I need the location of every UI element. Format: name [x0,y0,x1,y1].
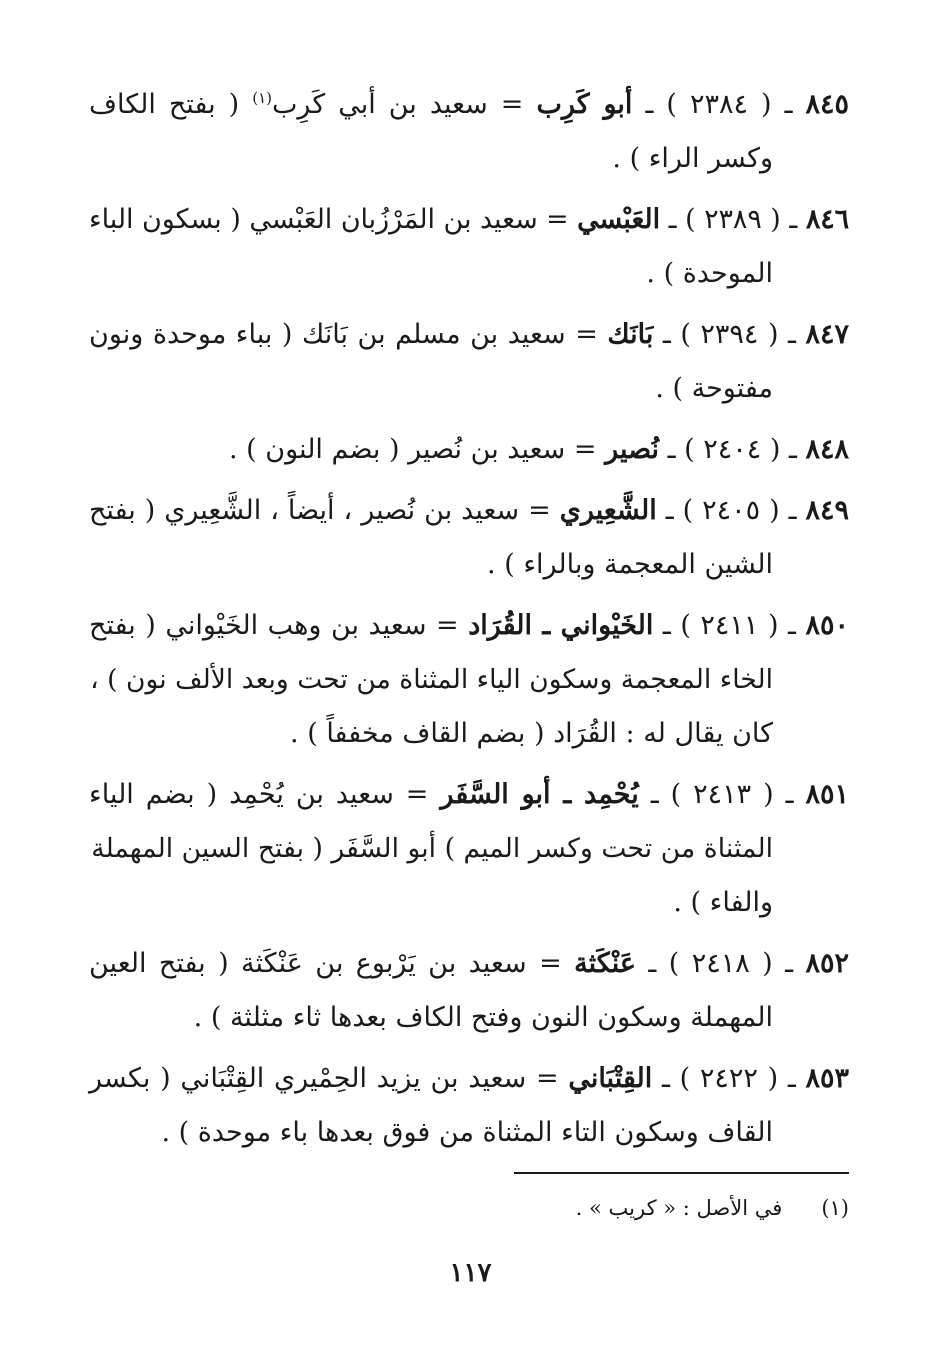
entry-continuation-line: المهملة وسكون النون وفتح الكاف بعدها ثاء مثلثة ) . [193,1002,773,1033]
footnote [89,1190,849,1226]
entry-first-line: ٨٤٥ ـ ( ٢٣٨٤ ) ـ أبو كَرِب = سعيد بن أبي كَرِب$^{(١)}$ ( بفتح الكاف [89,89,850,120]
entry-first-line: ٨٤٩ ـ ( ٢٤٠٥ ) ـ الشَّعِيري = سعيد بن نُصير ، أيضاً ، الشَّعِيري ( بفتح [89,495,850,526]
page-number: ١١٧ [449,1258,492,1288]
entry-reference: ( ٢٤٠٥ ) [682,495,780,526]
entry-continuation-line: الخاء المعجمة وسكون الياء المثناة من تحت وبعد الألف نون ) ، [90,664,773,695]
entry [89,937,849,1045]
entry-continuation-line: وكسر الراء ) . [612,143,773,174]
entry-reference: ( ٢٤١٣ ) [670,779,774,810]
entry [89,599,849,761]
entry-name: الشَّعِيري [559,495,657,526]
entry-name: نُصير [605,434,660,465]
entries-list [89,78,849,1167]
entry-first-line: ٨٤٦ ـ ( ٢٣٨٩ ) ـ العَبْسي = سعيد بن المَرْزُبان العَبْسي ( بسكون الباء [89,204,849,235]
entry [89,484,849,592]
entry [89,78,849,186]
footnote-text: في الأصل : « كريب » . [575,1196,783,1220]
entry-continuation-line: المثناة من تحت وكسر الميم ) أبو السَّفَر ( بفتح السين المهملة [91,833,773,864]
entry-number: ٨٤٥ [805,89,850,120]
entry-text: = سعيد بن مسلم بن بَانَك ( بباء موحدة ونون [89,319,598,350]
entry [89,423,849,477]
entry-reference: ( ٢٣٨٤ ) [666,89,772,120]
entry-continuation-line: كان يقال له : القُرَاد ( بضم القاف مخففاً ) . [290,718,773,749]
entry-first-line: ٨٥٢ ـ ( ٢٤١٨ ) ـ عَنْكَثة = سعيد بن يَرْبوع بن عَنْكَثة ( بفتح العين [89,948,849,979]
entry [89,308,849,416]
entry-name: أبو كَرِب [536,89,633,120]
entry-number: ٨٥٣ [805,1063,849,1094]
footnote-divider [514,1172,849,1174]
entry-text: = سعيد بن نُصير ، أيضاً ، الشَّعِيري ( بفتح [89,495,551,526]
entry-number: ٨٤٧ [805,319,849,350]
entry-reference: ( ٢٣٩٤ ) [680,319,779,350]
entry-text: = سعيد بن يَرْبوع بن عَنْكَثة ( بفتح العين [89,948,562,979]
entry-first-line: ٨٤٨ ـ ( ٢٤٠٤ ) ـ نُصير = سعيد بن نُصير ( بضم النون ) . [228,434,849,465]
entry-text: = سعيد بن نُصير ( بضم النون ) . [228,434,597,465]
entry-reference: ( ٢٤١١ ) [680,610,779,641]
entry-number: ٨٤٨ [805,434,849,465]
entry-text-tail: ( بفتح الكاف [89,89,240,120]
entry-reference: ( ٢٤١٨ ) [668,948,773,979]
footnote-marker[interactable]: (١) [252,89,272,107]
entry-name: الخَيْواني ـ القُرَاد [468,610,654,641]
entry-continuation-line: والفاء ) . [673,887,773,918]
entry [89,1052,849,1160]
entry-continuation-line: القاف وسكون التاء المثناة من فوق بعدها باء موحدة ) . [161,1117,773,1148]
entry-name: العَبْسي [577,204,661,235]
entry-text: = سعيد بن المَرْزُبان العَبْسي ( بسكون الباء [89,204,569,235]
entry [89,193,849,301]
entry-text: = سعيد بن يُحْمِد ( بضم الياء [89,779,429,810]
entry-name: عَنْكَثة [574,948,636,979]
entry-first-line: ٨٥١ ـ ( ٢٤١٣ ) ـ يُحْمِد ـ أبو السَّفَر = سعيد بن يُحْمِد ( بضم الياء [89,779,850,810]
entry-text: = سعيد بن وهب الخَيْواني ( بفتح [89,610,459,641]
entry-first-line: ٨٥٣ ـ ( ٢٤٢٢ ) ـ القِتْبَاني = سعيد بن يزيد الحِمْيري القِتْبَاني ( بكسر [89,1063,849,1094]
entry-reference: ( ٢٣٨٩ ) [685,204,781,235]
entry-reference: ( ٢٤٠٤ ) [684,434,781,465]
entry-number: ٨٤٦ [805,204,849,235]
footnote-number: (١) [821,1196,849,1220]
entry-continuation-line: الموحدة ) . [646,258,773,289]
entry-first-line: ٨٥٠ ـ ( ٢٤١١ ) ـ الخَيْواني ـ القُرَاد = سعيد بن وهب الخَيْواني ( بفتح [89,610,849,641]
entry-text: = سعيد بن أبي كَرِب [272,89,524,120]
entry-name: يُحْمِد ـ أبو السَّفَر [440,779,639,810]
entry-name: بَانَك [607,319,654,350]
entry-continuation-line: الشين المعجمة وبالراء ) . [487,549,773,580]
entry-name: القِتْبَاني [568,1063,653,1094]
entry-number: ٨٥٠ [805,610,849,641]
entry [89,768,849,930]
entry-continuation-line: مفتوحة ) . [655,373,773,404]
entry-text: = سعيد بن يزيد الحِمْيري القِتْبَاني ( بكسر [89,1063,559,1094]
entry-first-line: ٨٤٧ ـ ( ٢٣٩٤ ) ـ بَانَك = سعيد بن مسلم بن بَانَك ( بباء موحدة ونون [89,319,849,350]
entry-number: ٨٤٩ [805,495,850,526]
entry-number: ٨٥٢ [805,948,849,979]
entry-number: ٨٥١ [805,779,850,810]
entry-reference: ( ٢٤٢٢ ) [679,1063,779,1094]
